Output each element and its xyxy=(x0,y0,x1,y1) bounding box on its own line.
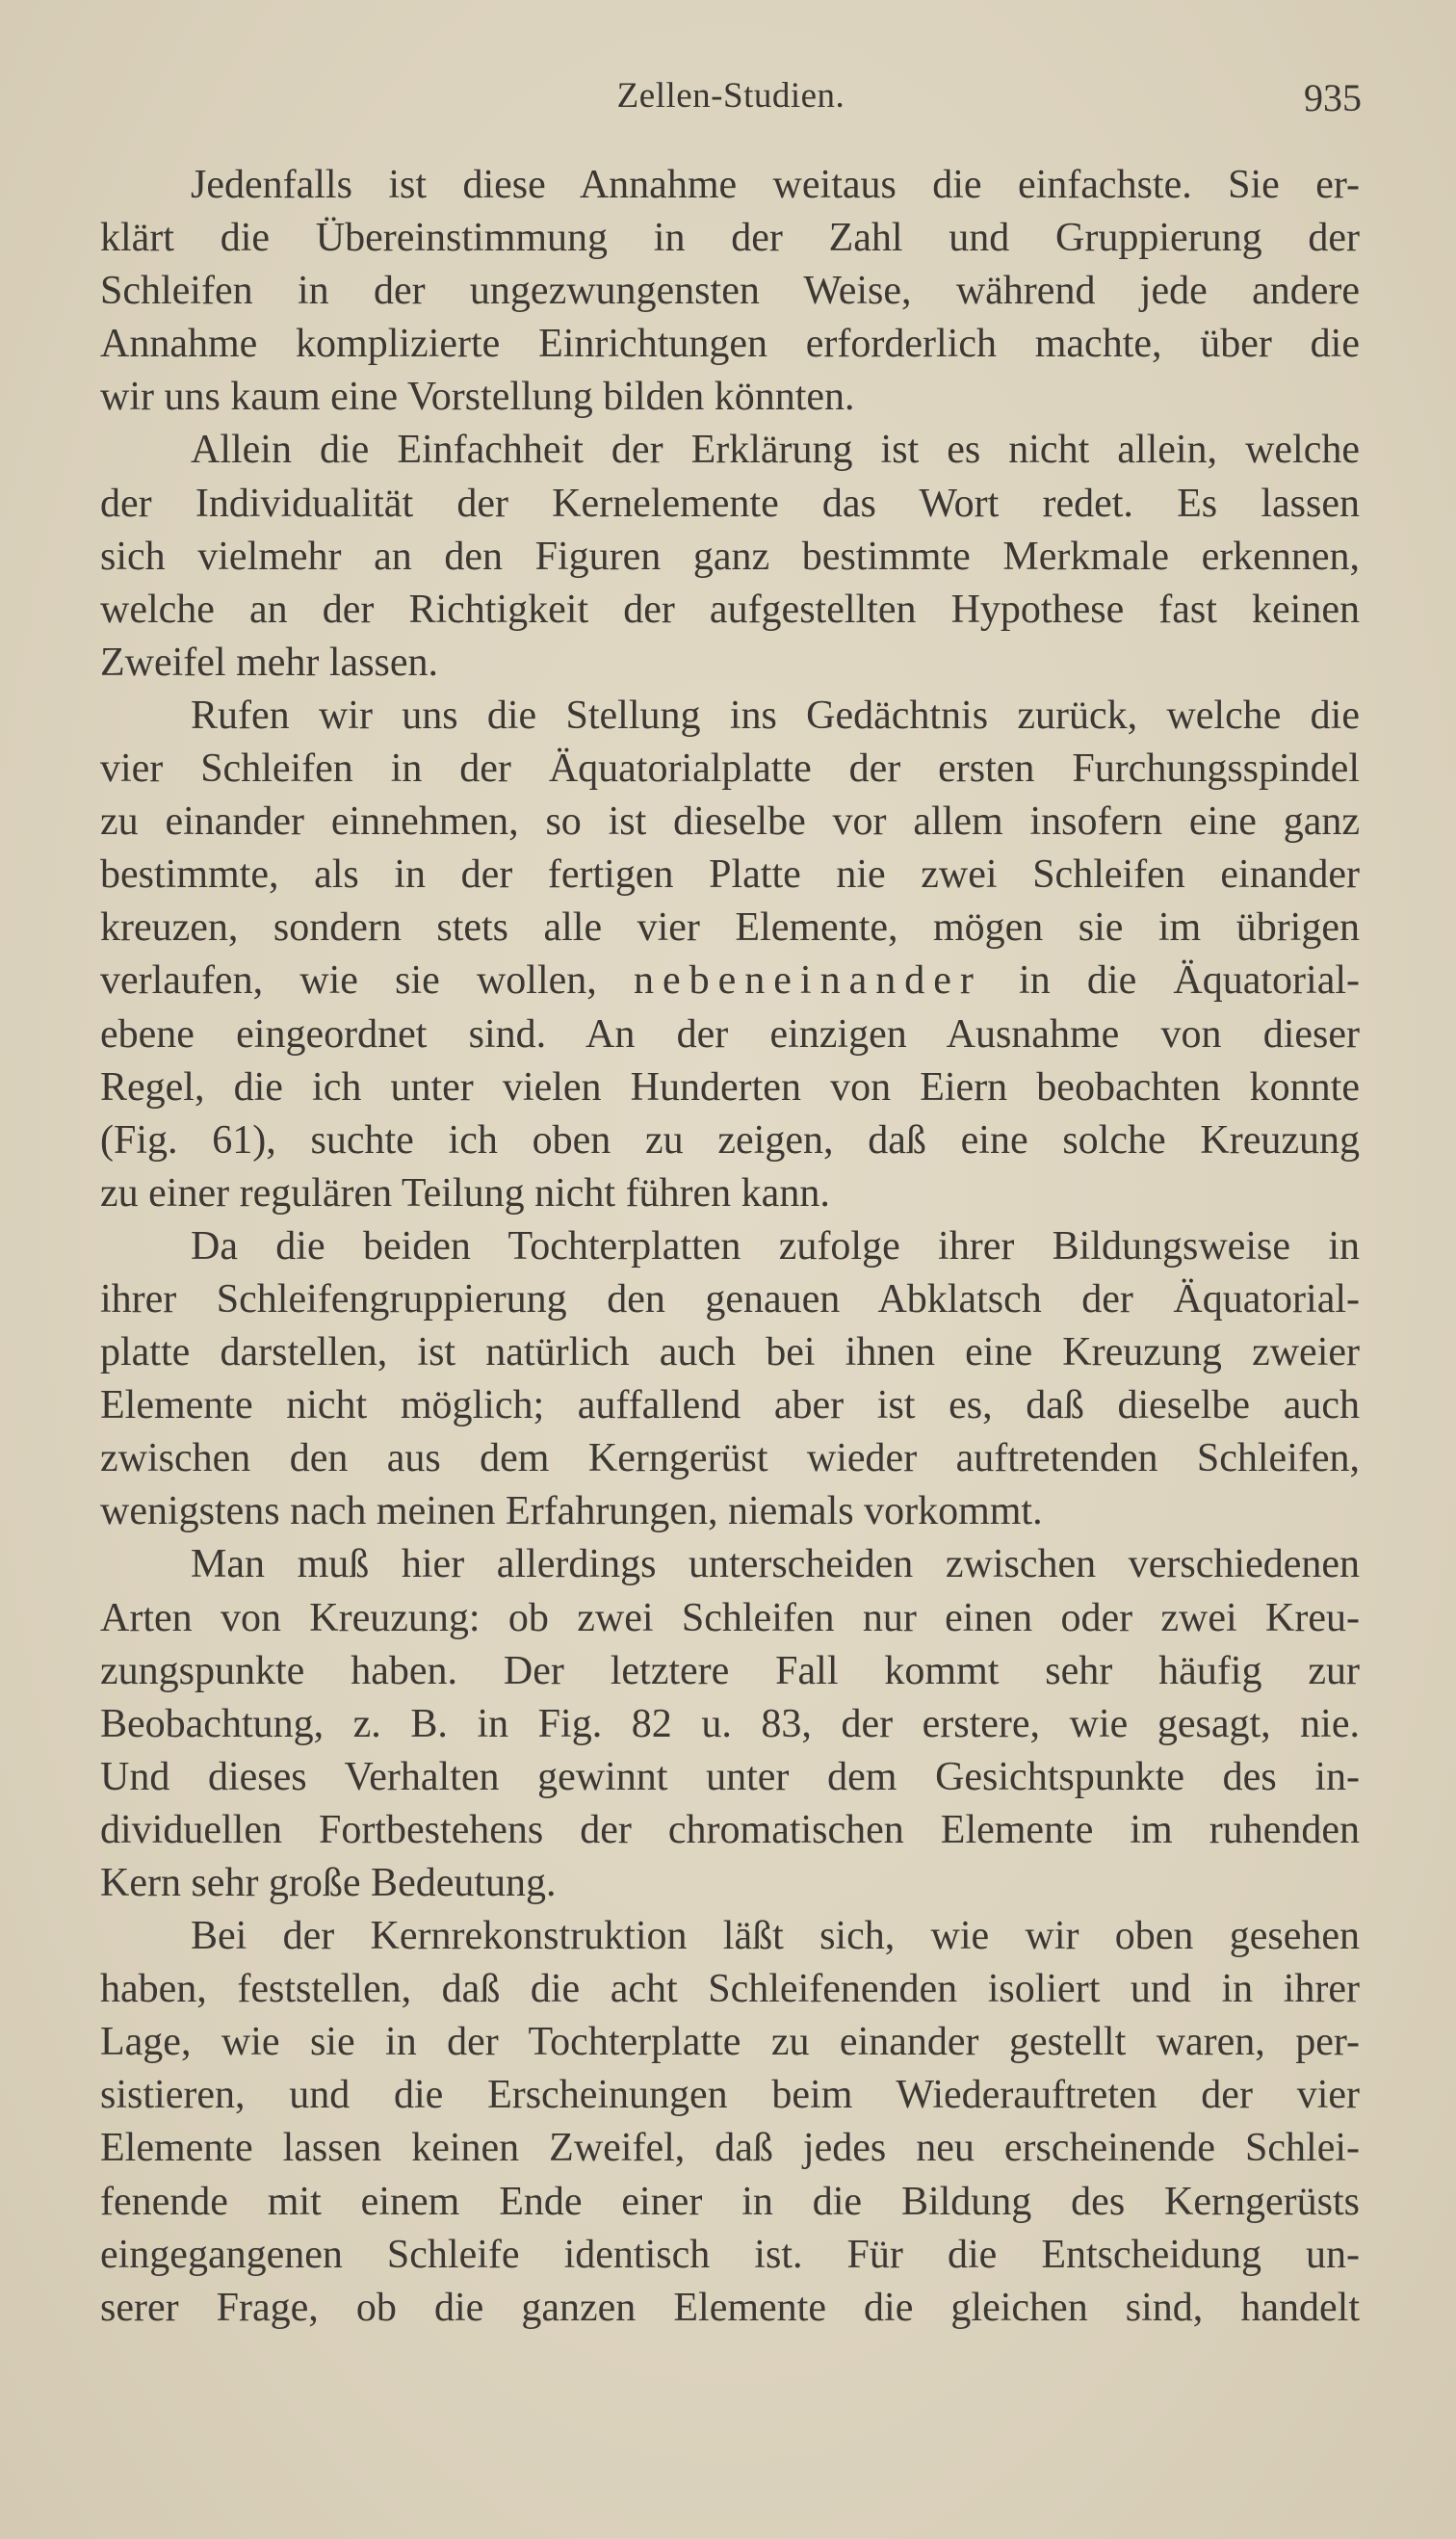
text-line: zungspunkte haben. Der letztere Fall kommt sehr häufig zur xyxy=(100,1648,1360,1693)
text-line: zu einer regulären Teilung nicht führen kann. xyxy=(100,1170,830,1216)
text-line: Jedenfalls ist diese Annahme weitaus die einfachste. Sie er- xyxy=(191,163,1360,207)
text-line: haben, feststellen, daß die acht Schleifenenden isoliert und in ihrer xyxy=(100,1967,1360,2012)
text-line: der Individualität der Kernelemente das Wort redet. Es lassen xyxy=(100,481,1360,526)
text-line: Schleifen in der ungezwungensten Weise, während jede andere xyxy=(100,269,1360,314)
text-line: Da die beiden Tochterplatten zufolge ihrer Bildungsweise in xyxy=(191,1223,1360,1269)
paragraph xyxy=(100,1910,1360,2335)
text-line-spaced xyxy=(100,955,1360,1008)
text-line: dividuellen Fortbestehens der chromatischen Elemente im ruhenden xyxy=(100,1807,1360,1852)
text-line: kreuzen, sondern stets alle vier Elemente, mögen sie im übrigen xyxy=(100,905,1360,951)
text-line: zwischen den aus dem Kerngerüst wieder auftretenden Schleifen, xyxy=(100,1436,1360,1481)
text-line: (Fig. 61), suchte ich oben zu zeigen, daß eine solche Kreuzung xyxy=(100,1117,1360,1163)
text-line: welche an der Richtigkeit der aufgestellten Hypothese fast keinen xyxy=(100,587,1360,632)
text-line: Man muß hier allerdings unterscheiden zwischen verschiedenen xyxy=(191,1542,1360,1587)
text-line: klärt die Übereinstimmung in der Zahl und Gruppierung der xyxy=(100,216,1360,261)
spaced-emphasis: nebeneinander xyxy=(633,958,982,1004)
page-header xyxy=(100,75,1362,133)
paragraph xyxy=(100,690,1360,1220)
text-line: platte darstellen, ist natürlich auch bei ihnen eine Kreuzung zweier xyxy=(100,1330,1360,1375)
text-line: Annahme komplizierte Einrichtungen erforderlich machte, über die xyxy=(100,322,1360,367)
paragraph xyxy=(100,424,1360,689)
text-line: wenigstens nach meinen Erfahrungen, niemals vorkommt. xyxy=(100,1489,1043,1534)
text-line: wir uns kaum eine Vorstellung bilden könnten. xyxy=(100,375,855,420)
text-line: Allein die Einfachheit der Erklärung ist es nicht allein, welche xyxy=(191,428,1360,473)
text-line: Und dieses Verhalten gewinnt unter dem Gesichtspunkte des in- xyxy=(100,1754,1360,1799)
text-segment: verlaufen, wie sie wollen, xyxy=(100,958,597,1004)
text-line: Zweifel mehr lassen. xyxy=(100,640,439,685)
text-line: Elemente lassen keinen Zweifel, daß jedes neu erscheinende Schlei- xyxy=(100,2126,1360,2171)
text-line: ihrer Schleifengruppierung den genauen Abklatsch der Äquatorial- xyxy=(100,1276,1360,1322)
text-line: serer Frage, ob die ganzen Elemente die gleichen sind, handelt xyxy=(100,2285,1360,2330)
text-line: zu einander einnehmen, so ist dieselbe vor allem insofern eine ganz xyxy=(100,799,1360,845)
text-line: Regel, die ich unter vielen Hunderten von Eiern beobachten konnte xyxy=(100,1064,1360,1110)
text-line: Kern sehr große Bedeutung. xyxy=(100,1861,557,1905)
text-line: fenende mit einem Ende einer in die Bildung des Kerngerüsts xyxy=(100,2179,1360,2224)
text-line: bestimmte, als in der fertigen Platte nie zwei Schleifen einander xyxy=(100,852,1360,898)
text-line: eingegangenen Schleife identisch ist. Für die Entscheidung un- xyxy=(100,2232,1360,2277)
body-text xyxy=(100,159,1360,2335)
page-number: 935 xyxy=(1304,76,1362,119)
text-line: Beobachtung, z. B. in Fig. 82 u. 83, der erstere, wie gesagt, nie. xyxy=(100,1701,1360,1746)
paragraph xyxy=(100,1220,1360,1539)
paragraph xyxy=(100,159,1360,424)
text-line: ebene eingeordnet sind. An der einzigen Ausnahme von dieser xyxy=(100,1011,1360,1057)
text-line: Arten von Kreuzung: ob zwei Schleifen nur einen oder zwei Kreu- xyxy=(100,1595,1360,1640)
text-line: sistieren, und die Erscheinungen beim Wiederauftreten der vier xyxy=(100,2073,1360,2118)
running-title: Zellen-Studien. xyxy=(616,76,845,116)
text-line: Bei der Kernrekonstruktion läßt sich, wie wir oben gesehen xyxy=(191,1914,1360,1959)
text-line: Rufen wir uns die Stellung ins Gedächtnis zurück, welche die xyxy=(191,693,1360,738)
paragraph xyxy=(100,1538,1360,1910)
text-line: vier Schleifen in der Äquatorialplatte der ersten Furchungsspindel xyxy=(100,746,1360,792)
text-line: Elemente nicht möglich; auffallend aber ist es, daß dieselbe auch xyxy=(100,1383,1360,1428)
text-line: sich vielmehr an den Figuren ganz bestimmte Merkmale erkennen, xyxy=(100,534,1360,579)
text-segment: in die Äquatorial- xyxy=(1019,958,1361,1004)
text-line: Lage, wie sie in der Tochterplatte zu einander gestellt waren, per- xyxy=(100,2020,1360,2065)
